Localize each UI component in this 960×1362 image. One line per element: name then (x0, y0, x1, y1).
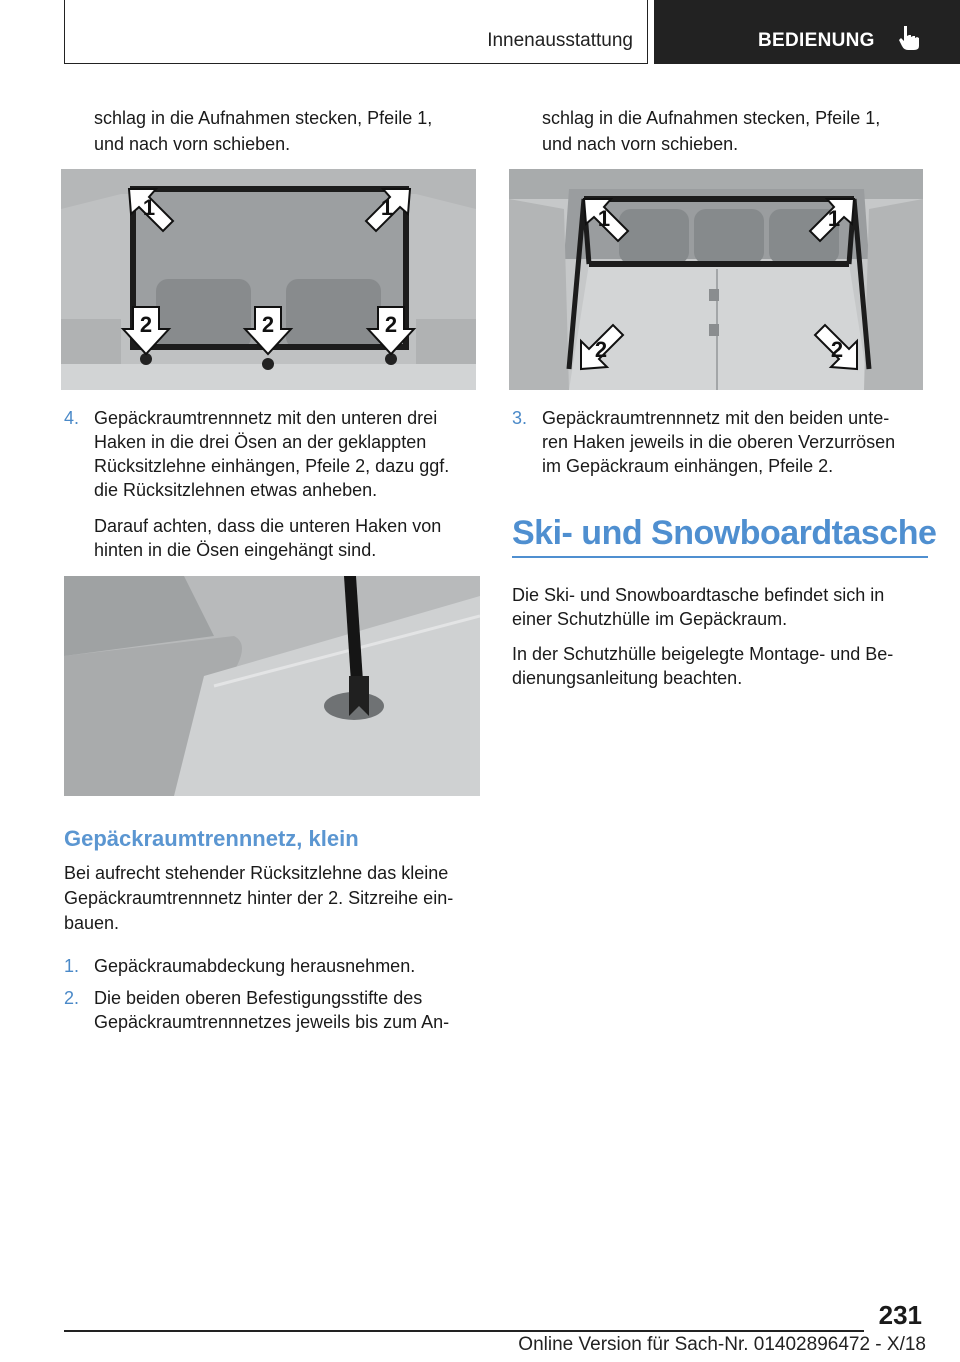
figure3-arrow-label: 1 (597, 206, 611, 231)
step-4-note-line1: Darauf achten, dass die unteren Haken von (94, 516, 442, 536)
ski-bag-para2-line: In der Schutzhülle beigelegte Montage- und Be- (512, 644, 894, 664)
step-text-line: Gepäckraumtrennnetz mit den beiden unte- (542, 408, 890, 428)
ski-bag-para1-line: einer Schutzhülle im Gepäckraum. (512, 609, 788, 629)
figure3-arrow-label: 1 (827, 206, 841, 231)
step-text-line: Haken in die drei Ösen an der geklappten (94, 432, 427, 452)
left-intro-line1: schlag in die Aufnahmen stecken, Pfeile 1, (94, 108, 433, 128)
figure-hook-in-eyelet (64, 576, 480, 796)
right-intro-line2: und nach vorn schieben. (542, 134, 739, 154)
figure1-arrow-label: 2 (384, 312, 398, 337)
page-number: 231 (878, 1300, 922, 1330)
step-text-line: ren Haken jeweils in die oberen Verzurrösen (542, 432, 896, 452)
small-net-body-line: Gepäckraumtrennnetz hinter der 2. Sitzreihe ein- (64, 888, 454, 908)
figure1-arrow-label: 1 (380, 195, 394, 220)
step-text-line: Gepäckraumtrennnetz mit den unteren drei (94, 408, 438, 428)
section-heading-small-net: Gepäckraumtrennnetz, klein (64, 826, 359, 851)
figure1-arrow-label: 2 (261, 312, 275, 337)
heading-underline (512, 556, 928, 558)
step-text-line: Rücksitzlehne einhängen, Pfeile 2, dazu ggf. (94, 456, 450, 476)
step-number: 2. (64, 988, 80, 1008)
figure-small-net-installed (509, 169, 923, 390)
step-number: 3. (512, 408, 528, 428)
small-net-body-line: bauen. (64, 913, 120, 933)
figure3-arrow-label: 2 (594, 337, 608, 362)
step-3 (512, 406, 932, 482)
header-section-label: Innenausstattung (487, 30, 633, 51)
step-4 (64, 406, 484, 506)
step-text-line: Gepäckraumabdeckung herausnehmen. (94, 956, 416, 976)
step-1 (64, 954, 484, 980)
step-text-line: Die beiden oberen Befestigungsstifte des (94, 988, 423, 1008)
section-heading-ski-bag: Ski- und Snowboardtasche (512, 514, 937, 552)
step-text-line: die Rücksitzlehnen etwas anheben. (94, 480, 378, 500)
figure1-arrow-label: 2 (139, 312, 153, 337)
step-number: 1. (64, 956, 80, 976)
step-2 (64, 986, 484, 1036)
header-chapter-tab (654, 0, 960, 64)
header-section-tab (64, 0, 648, 64)
step-number: 4. (64, 408, 80, 428)
figure-large-net-installed (61, 169, 476, 390)
ski-bag-para2-line: dienungsanleitung beachten. (512, 668, 743, 688)
left-intro-line2: und nach vorn schieben. (94, 134, 291, 154)
small-net-body-line: Bei aufrecht stehender Rücksitzlehne das kleine (64, 863, 449, 883)
figure1-arrow-label: 1 (142, 195, 156, 220)
footer-divider (64, 1330, 864, 1332)
header-chapter-label: BEDIENUNG (758, 30, 875, 51)
right-intro-line1: schlag in die Aufnahmen stecken, Pfeile 1, (542, 108, 881, 128)
step-text-line: Gepäckraumtrennnetzes jeweils bis zum An- (94, 1012, 450, 1032)
pointing-hand-icon (898, 24, 924, 52)
step-text-line: im Gepäckraum einhängen, Pfeile 2. (542, 456, 834, 476)
step-4-note-line2: hinten in die Ösen eingehängt sind. (94, 540, 377, 560)
footer-online-version: Online Version für Sach-Nr. 01402896472 - X/18 (518, 1334, 926, 1355)
figure3-arrow-label: 2 (830, 337, 844, 362)
ski-bag-para1-line: Die Ski- und Snowboardtasche befindet sich in (512, 585, 885, 605)
